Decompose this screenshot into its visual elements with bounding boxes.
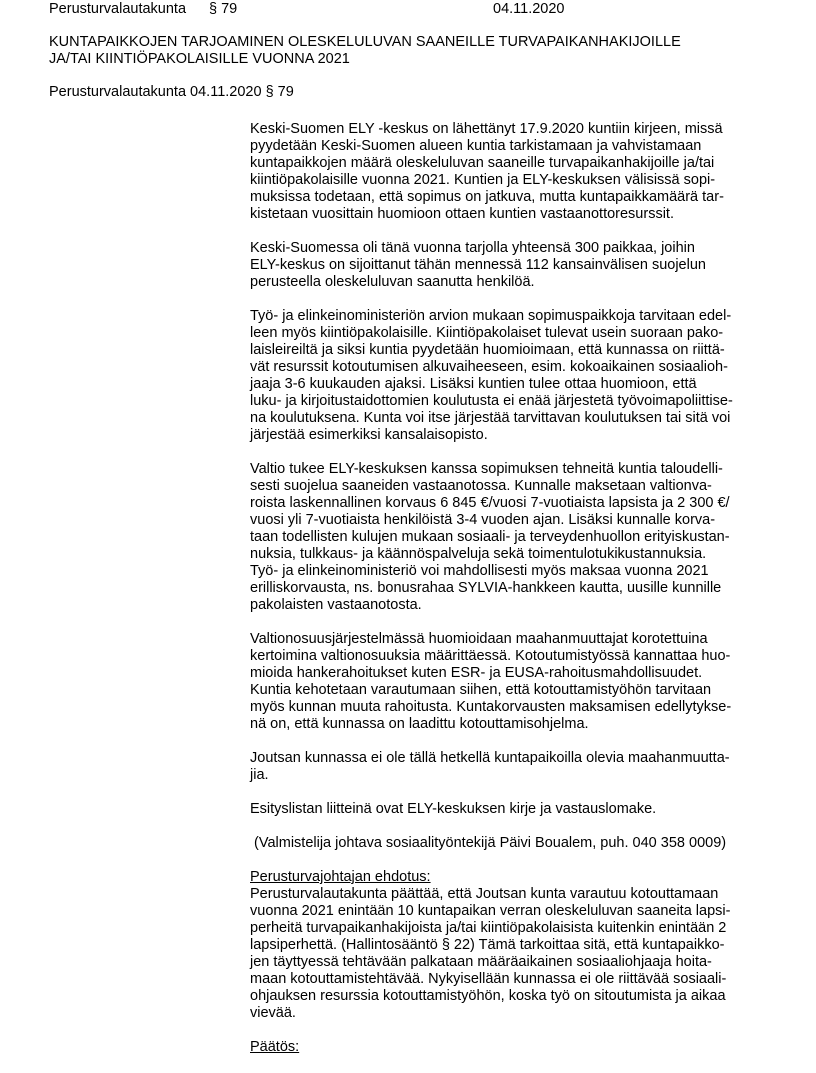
text-line: Joutsan kunnassa ei ole tällä hetkellä kuntapaikoilla olevia maahanmuutta- xyxy=(250,750,730,766)
text-line: perheitä turvapaikanhakijoista ja/tai kiintiöpakolaisista kuitenkin enintään 2 xyxy=(250,920,727,936)
text-line: perusteella oleskeluluvan saanutta henkilöä. xyxy=(250,274,535,290)
text-line: lapsiperhettä. (Hallintosääntö § 22) Tämä tarkoittaa sitä, että kuntapaikko- xyxy=(250,937,725,953)
text-line: järjestää esimerkiksi kansalaisopisto. xyxy=(250,427,488,443)
text-line: Valtio tukee ELY-keskuksen kanssa sopimuksen tehneitä kuntia taloudelli- xyxy=(250,461,723,477)
title-line: JA/TAI KIINTIÖPAKOLAISILLE VUONNA 2021 xyxy=(49,51,350,67)
text-line: muksissa todetaan, että sopimus on jatkuva, mutta kuntapaikkamäärä tar- xyxy=(250,189,724,205)
text-line: (Valmistelija johtava sosiaalityöntekijä Päivi Boualem, puh. 040 358 0009) xyxy=(250,835,727,851)
paragraph-joutsa-status xyxy=(250,750,810,784)
document-title xyxy=(49,34,681,68)
paragraph-ely-letter xyxy=(250,121,810,223)
text-line: leen myös kiintiöpakolaisille. Kiintiöpakolaiset tulevat usein suoraan pako- xyxy=(250,325,724,341)
paragraph-ministry-estimate xyxy=(250,308,810,444)
text-line: myös kunnan muuta rahoitusta. Kuntakorvausten maksamisen edellytykse- xyxy=(250,699,732,715)
text-line: jen täyttyessä tehtävään palkataan määräaikainen sosiaaliohjaaja hoita- xyxy=(250,954,712,970)
text-line: kertoimina valtionosuuksia määrittäessä. Kotoutumistyössä kannattaa huo- xyxy=(250,648,731,664)
document-body xyxy=(250,121,810,1073)
text-line: maan kotouttamistehtävää. Nykyisellään kunnassa ei ole riittävää sosiaali- xyxy=(250,971,727,987)
document-header xyxy=(49,0,816,19)
text-line: kiintiöpakolaisille vuonna 2021. Kuntien ja ELY-keskuksen välisissä sopi- xyxy=(250,172,716,188)
section-number: § 79 xyxy=(209,1,238,17)
text-line: Keski-Suomessa oli tänä vuonna tarjolla yhteensä 300 paikkaa, joihin xyxy=(250,240,695,256)
paragraph-state-support xyxy=(250,461,810,614)
text-line: taan todellisten kulujen mukaan sosiaali- ja terveydenhuollon erityiskustan- xyxy=(250,529,730,545)
decision-section xyxy=(250,1039,810,1056)
text-line: vuosi yli 7-vuotiaista henkilöistä 3-4 vuoden ajan. Lisäksi kunnalle korva- xyxy=(250,512,716,528)
text-line: Työ- ja elinkeinoministeriö voi mahdollisesti myös maksaa vuonna 2021 xyxy=(250,563,709,579)
text-line: sesti suojelua saaneiden vastaanotossa. Kunnalle maksetaan valtionva- xyxy=(250,478,712,494)
text-line: vievää. xyxy=(250,1005,296,1021)
text-line: laisleireiltä ja siksi kuntia pyydetään huomioimaan, että kunnassa on riittä- xyxy=(250,342,725,358)
text-line: Valtionosuusjärjestelmässä huomioidaan maahanmuuttajat korotettuina xyxy=(250,631,708,647)
text-line: roista laskennallinen korvaus 6 845 €/vuosi 7-vuotiaista lapsista ja 2 300 €/ xyxy=(250,495,730,511)
paragraph-places xyxy=(250,240,810,291)
committee-name: Perusturvalautakunta xyxy=(49,1,187,17)
text-line: ohjauksen resurssia kotouttamistyöhön, koska työ on sitoutumista ja aikaa xyxy=(250,988,726,1004)
paragraph-preparer xyxy=(250,835,810,852)
title-line: KUNTAPAIKKOJEN TARJOAMINEN OLESKELULUVAN SAANEILLE TURVAPAIKANHAKIJOILLE xyxy=(49,34,681,50)
text-line: jaaja 3-6 kuukauden ajaksi. Lisäksi kuntien tulee ottaa huomioon, että xyxy=(250,376,697,392)
text-line: jia. xyxy=(250,767,269,783)
text-line: Keski-Suomen ELY -keskus on lähettänyt 17.9.2020 kuntiin kirjeen, missä xyxy=(250,121,723,137)
text-line: na koulutuksena. Kunta voi itse järjestää tarvittavan koulutuksen tai sitä voi xyxy=(250,410,731,426)
paragraph-state-share xyxy=(250,631,810,733)
text-line: nuksia, tulkkaus- ja käännöspalveluja sekä toimentulotukikustannuksia. xyxy=(250,546,707,562)
text-line: Työ- ja elinkeinoministeriön arvion mukaan sopimuspaikkoja tarvitaan edel- xyxy=(250,308,732,324)
proposal-heading: Perusturvajohtajan ehdotus: xyxy=(250,869,431,885)
text-line: vuonna 2021 enintään 10 kuntapaikan verran oleskeluluvan saaneita lapsi- xyxy=(250,903,731,919)
paragraph-attachments xyxy=(250,801,810,818)
text-line: Esityslistan liitteinä ovat ELY-keskuksen kirje ja vastauslomake. xyxy=(250,801,657,817)
text-line: erilliskorvausta, ns. bonusrahaa SYLVIA-hankkeen kautta, uusille kunnille xyxy=(250,580,722,596)
text-line: kuntapaikkojen määrä oleskeluluvan saaneille turvapaikanhakijoille ja/tai xyxy=(250,155,715,171)
text-line: pyydetään Keski-Suomen alueen kuntia tarkistamaan ja vahvistamaan xyxy=(250,138,702,154)
text-line: ELY-keskus on sijoittanut tähän mennessä 112 kansainvälisen suojelun xyxy=(250,257,706,273)
proposal-section xyxy=(250,869,810,1022)
meeting-reference: Perusturvalautakunta 04.11.2020 § 79 xyxy=(49,84,294,100)
text-line: pakolaisten vastaanotosta. xyxy=(250,597,422,613)
text-line: vät resurssit kotoutumisen alkuvaiheeseen, esim. kokoaikainen sosiaalioh- xyxy=(250,359,728,375)
text-line: kistetaan vuosittain huomioon ottaen kuntien vastaanottoresurssit. xyxy=(250,206,674,222)
text-line: mioida hankerahoitukset kuten ESR- ja EUSA-rahoitusmahdollisuudet. xyxy=(250,665,703,681)
meeting-date: 04.11.2020 xyxy=(493,1,565,17)
text-line: luku- ja kirjoitustaidottomien koulutusta ei enää järjestetä työvoimapoliittise- xyxy=(250,393,733,409)
text-line: nä on, että kunnassa on laadittu kotouttamisohjelma. xyxy=(250,716,589,732)
text-line: Perusturvalautakunta päättää, että Joutsan kunta varautuu kotouttamaan xyxy=(250,886,719,902)
decision-heading: Päätös: xyxy=(250,1039,300,1055)
text-line: Kuntia kehotetaan varautumaan siihen, että kotouttamistyöhön tarvitaan xyxy=(250,682,712,698)
